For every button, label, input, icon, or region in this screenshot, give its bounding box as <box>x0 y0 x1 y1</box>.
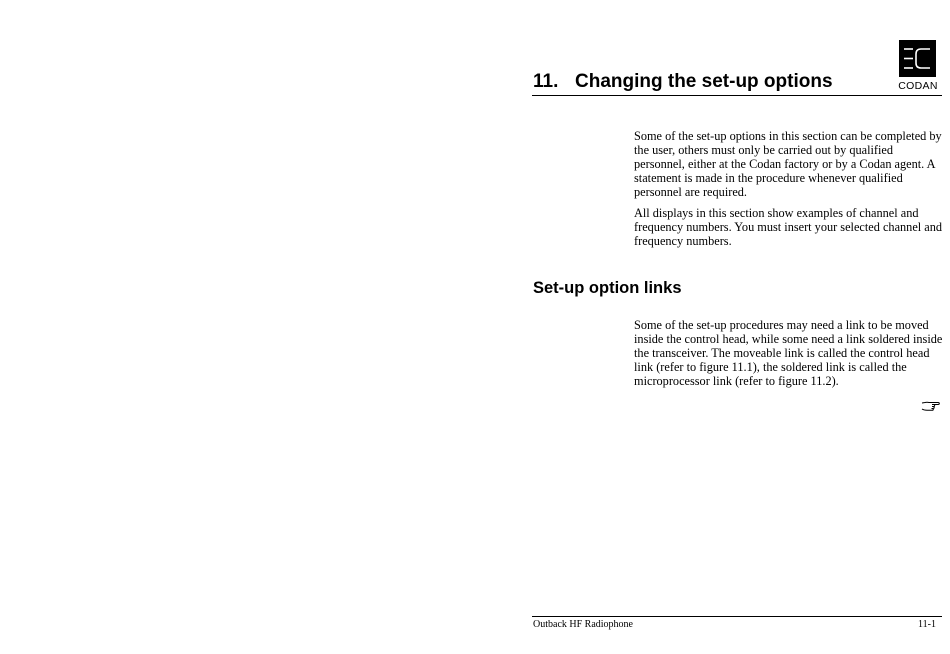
pointing-hand-icon <box>921 399 940 411</box>
chapter-title-text: Changing the set-up options <box>575 71 833 92</box>
page-number: 11-1 <box>918 619 936 630</box>
chapter-number: 11. <box>533 71 559 92</box>
codan-ec-logo-icon <box>899 40 936 77</box>
footer-product-name: Outback HF Radiophone <box>533 619 633 630</box>
brand-name: CODAN <box>898 80 938 92</box>
footer-rule <box>532 616 942 617</box>
chapter-title <box>533 71 833 93</box>
intro-paragraph: Some of the set-up options in this section can be completed by the user, others must only be carried out by qualified personnel, either at the Codan factory or by a Codan agent. A statement is made in the procedure whenever qualified personnel are required. <box>634 129 942 199</box>
codan-logo <box>896 40 940 92</box>
section-paragraph: Some of the set-up procedures may need a link to be moved inside the control head, while some need a link soldered inside the transceiver. The moveable link is called the control head link (refer to figure 11.1), the soldered link is called the microprocessor link (refer to figure 11.2). <box>634 318 943 388</box>
section-heading: Set-up option links <box>533 279 682 297</box>
intro-paragraph: All displays in this section show examples of channel and frequency numbers. You must insert your selected channel and frequency numbers. <box>634 206 943 248</box>
title-rule <box>532 95 942 96</box>
